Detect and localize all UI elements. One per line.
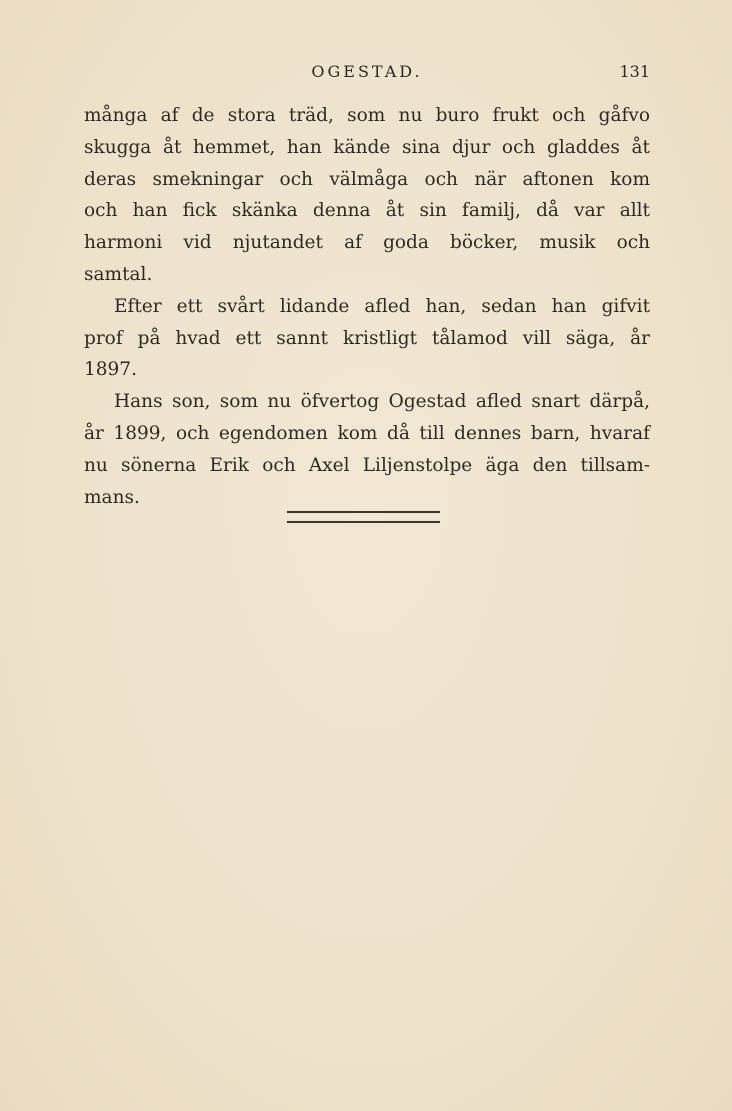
rule-line-top (287, 511, 440, 513)
paragraph-2 (84, 291, 650, 386)
paragraph-3 (84, 386, 650, 513)
page-header (84, 62, 650, 86)
text-line: Hans son, som nu öfvertog Ogestad afled snart därpå, (114, 391, 650, 413)
page-number: 131 (619, 62, 650, 81)
text-line: nu sönerna Erik och Axel Liljenstolpe äga den tillsam- (84, 454, 650, 476)
text-line: och han fick skänka denna åt sin familj, då var allt (84, 200, 650, 222)
text-line: 1897. (84, 359, 137, 381)
text-line: samtal. (84, 263, 153, 285)
paragraph-1 (84, 100, 650, 291)
text-line: deras smekningar och välmåga och när aftonen kom (84, 168, 650, 190)
text-line: många af de stora träd, som nu buro frukt och gåfvo (84, 105, 650, 126)
text-line: Efter ett svårt lidande afled han, sedan han gifvit (114, 295, 650, 317)
body-text (84, 100, 650, 513)
text-line: skugga åt hemmet, han kände sina djur och gladdes åt (84, 136, 650, 158)
text-line: harmoni vid njutandet af goda böcker, musik och (84, 232, 650, 254)
end-ornament-rule (287, 511, 440, 525)
running-title: OGESTAD. (311, 62, 423, 81)
text-line: år 1899, och egendomen kom då till dennes barn, hvaraf (84, 422, 650, 444)
text-line: prof på hvad ett sannt kristligt tålamod vill säga, år (84, 327, 650, 349)
rule-line-bottom (287, 521, 440, 523)
text-line: mans. (84, 486, 140, 508)
